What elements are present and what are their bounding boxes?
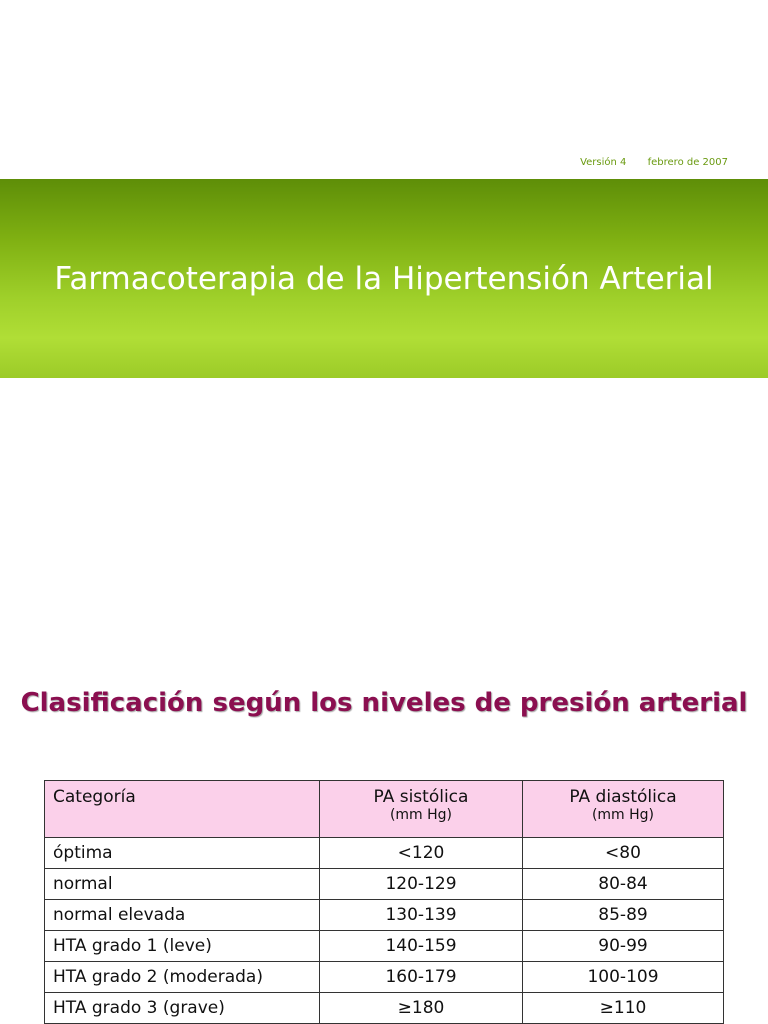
cell-diastolic: 100-109 <box>523 962 724 993</box>
title-banner <box>0 179 768 378</box>
header-diastolic-unit: (mm Hg) <box>591 807 655 823</box>
table-row <box>45 993 724 1024</box>
cell-systolic: 120-129 <box>320 869 523 900</box>
header-diastolic-label: PA diastólica <box>569 787 677 807</box>
cell-systolic: 140-159 <box>320 931 523 962</box>
table-row <box>45 838 724 869</box>
cell-systolic: <120 <box>320 838 523 869</box>
version-info <box>580 157 728 168</box>
cell-diastolic: 80-84 <box>523 869 724 900</box>
cell-systolic: ≥180 <box>320 993 523 1024</box>
cell-systolic: 130-139 <box>320 900 523 931</box>
header-diastolic <box>523 781 724 838</box>
cell-category: normal elevada <box>45 900 320 931</box>
header-systolic-label: PA sistólica <box>373 787 469 807</box>
cell-diastolic: ≥110 <box>523 993 724 1024</box>
version-label: Versión 4 <box>580 157 627 168</box>
header-category-label: Categoría <box>53 787 136 807</box>
table-row <box>45 869 724 900</box>
table-row <box>45 900 724 931</box>
cell-category: normal <box>45 869 320 900</box>
cell-category: HTA grado 3 (grave) <box>45 993 320 1024</box>
cell-diastolic: <80 <box>523 838 724 869</box>
cell-diastolic: 85-89 <box>523 900 724 931</box>
cell-category: HTA grado 2 (moderada) <box>45 962 320 993</box>
cell-category: óptima <box>45 838 320 869</box>
header-systolic <box>320 781 523 838</box>
header-systolic-unit: (mm Hg) <box>389 807 453 823</box>
header-category <box>45 781 320 838</box>
blood-pressure-classification-table <box>44 780 724 1024</box>
table-row <box>45 962 724 993</box>
cell-systolic: 160-179 <box>320 962 523 993</box>
table-header-row <box>45 781 724 838</box>
cell-diastolic: 90-99 <box>523 931 724 962</box>
page-title: Farmacoterapia de la Hipertensión Arterial <box>54 261 714 297</box>
section-heading: Clasificación según los niveles de presión arterial <box>20 688 748 718</box>
cell-category: HTA grado 1 (leve) <box>45 931 320 962</box>
date-label: febrero de 2007 <box>647 157 728 168</box>
table-row <box>45 931 724 962</box>
